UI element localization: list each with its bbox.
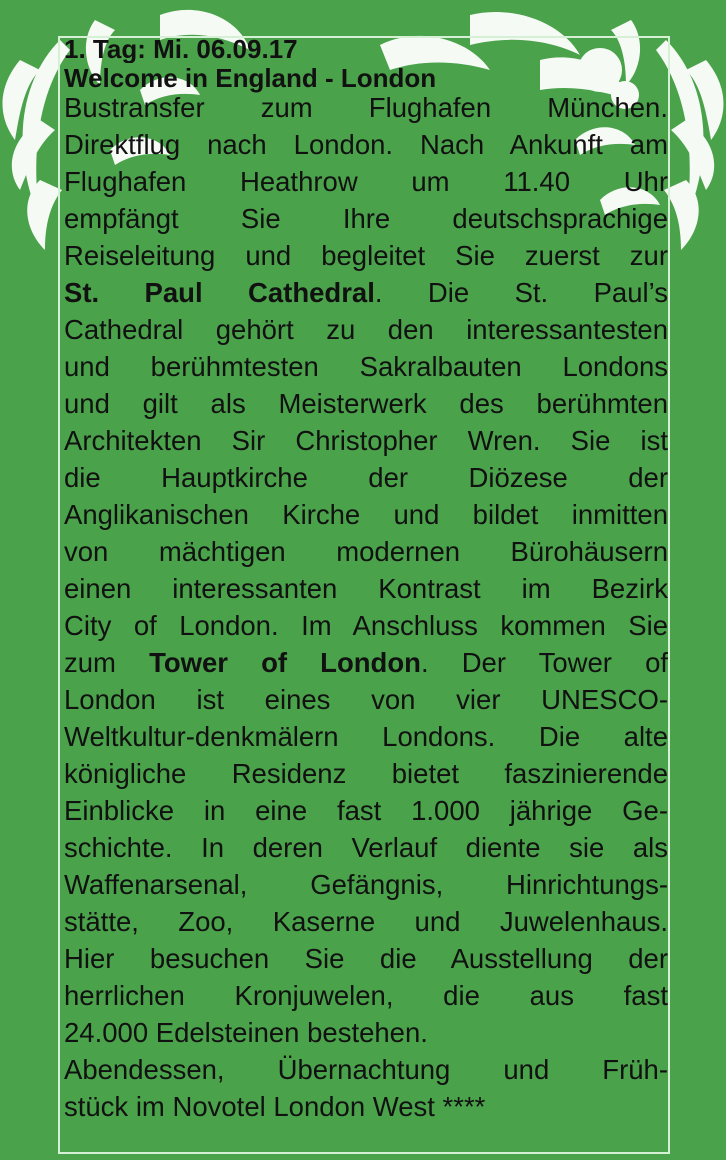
body-line <box>64 1088 668 1125</box>
body-line <box>64 792 668 829</box>
body-line <box>64 1014 668 1051</box>
body-text: Architekten Sir Christopher Wren. Sie ist <box>64 425 668 456</box>
body-text: stück im Novotel London West **** <box>64 1091 486 1122</box>
body-text: Reiseleitung und begleitet Sie zuerst zur <box>64 240 668 271</box>
body-text: und berühmtesten Sakralbauten Londons <box>64 351 668 382</box>
body-line <box>64 607 668 644</box>
body-text: schichte. In deren Verlauf diente sie als <box>64 832 668 863</box>
body-line <box>64 237 668 274</box>
body-line <box>64 681 668 718</box>
body-line <box>64 459 668 496</box>
body-text: die Hauptkirche der Diözese der <box>64 462 668 493</box>
body-line <box>64 570 668 607</box>
body-text: Cathedral gehört zu den interessantesten <box>64 314 668 345</box>
day-title: Welcome in England - London <box>64 63 437 93</box>
body-text: Direktflug nach London. Nach Ankunft am <box>64 129 668 160</box>
body-line <box>64 866 668 903</box>
body-line <box>64 126 668 163</box>
body-line <box>64 977 668 1014</box>
body-line <box>64 311 668 348</box>
body-text: Flughafen Heathrow um 11.40 Uhr <box>64 166 668 197</box>
body-text: stätte, Zoo, Kaserne und Juwelenhaus. <box>64 906 668 937</box>
body-line <box>64 89 668 126</box>
body-text: London ist eines von vier UNESCO- <box>64 684 668 715</box>
highlight-text: Tower of London <box>149 647 421 678</box>
body-line <box>64 496 668 533</box>
body-line <box>64 422 668 459</box>
itinerary-day-block <box>64 36 668 1125</box>
body-text: 24.000 Edelsteinen bestehen. <box>64 1017 428 1048</box>
body-line <box>64 718 668 755</box>
body-text: königliche Residenz bietet faszinierende <box>64 758 668 789</box>
body-text: empfängt Sie Ihre deutschsprachige <box>64 203 668 234</box>
body-text: . Die St. Paul’s <box>374 277 668 308</box>
body-text: von mächtigen modernen Bürohäusern <box>64 536 668 567</box>
body-line <box>64 348 668 385</box>
body-line <box>64 644 668 681</box>
body-text: zum <box>64 647 150 678</box>
body-text: und gilt als Meisterwerk des berühmten <box>64 388 668 419</box>
body-line <box>64 903 668 940</box>
day-label: 1. Tag: Mi. 06.09.17 <box>64 36 298 63</box>
body-line <box>64 200 668 237</box>
body-line <box>64 533 668 570</box>
body-line <box>64 385 668 422</box>
body-line <box>64 829 668 866</box>
body-text: einen interessanten Kontrast im Bezirk <box>64 573 668 604</box>
body-text: herrlichen Kronjuwelen, die aus fast <box>64 980 668 1011</box>
body-line <box>64 940 668 977</box>
body-text: Bustransfer zum Flughafen München. <box>64 92 668 123</box>
body-text: Weltkultur-denkmälern Londons. Die alte <box>64 721 668 752</box>
body-text: City of London. Im Anschluss kommen Sie <box>64 610 668 641</box>
body-line <box>64 1051 668 1088</box>
highlight-text: St. Paul Cathedral <box>64 277 375 308</box>
body-text: Abendessen, Übernachtung und Früh- <box>64 1054 668 1085</box>
body-line <box>64 274 668 311</box>
body-text: . Der Tower of <box>420 647 668 678</box>
body-text: Waffenarsenal, Gefängnis, Hinrichtungs- <box>64 869 668 900</box>
body-text: Hier besuchen Sie die Ausstellung der <box>64 943 668 974</box>
body-line <box>64 755 668 792</box>
body-line <box>64 163 668 200</box>
body-text: Einblicke in eine fast 1.000 jährige Ge- <box>64 795 668 826</box>
body-text: Anglikanischen Kirche und bildet inmitten <box>64 499 668 530</box>
itinerary-body-text <box>64 89 668 1125</box>
